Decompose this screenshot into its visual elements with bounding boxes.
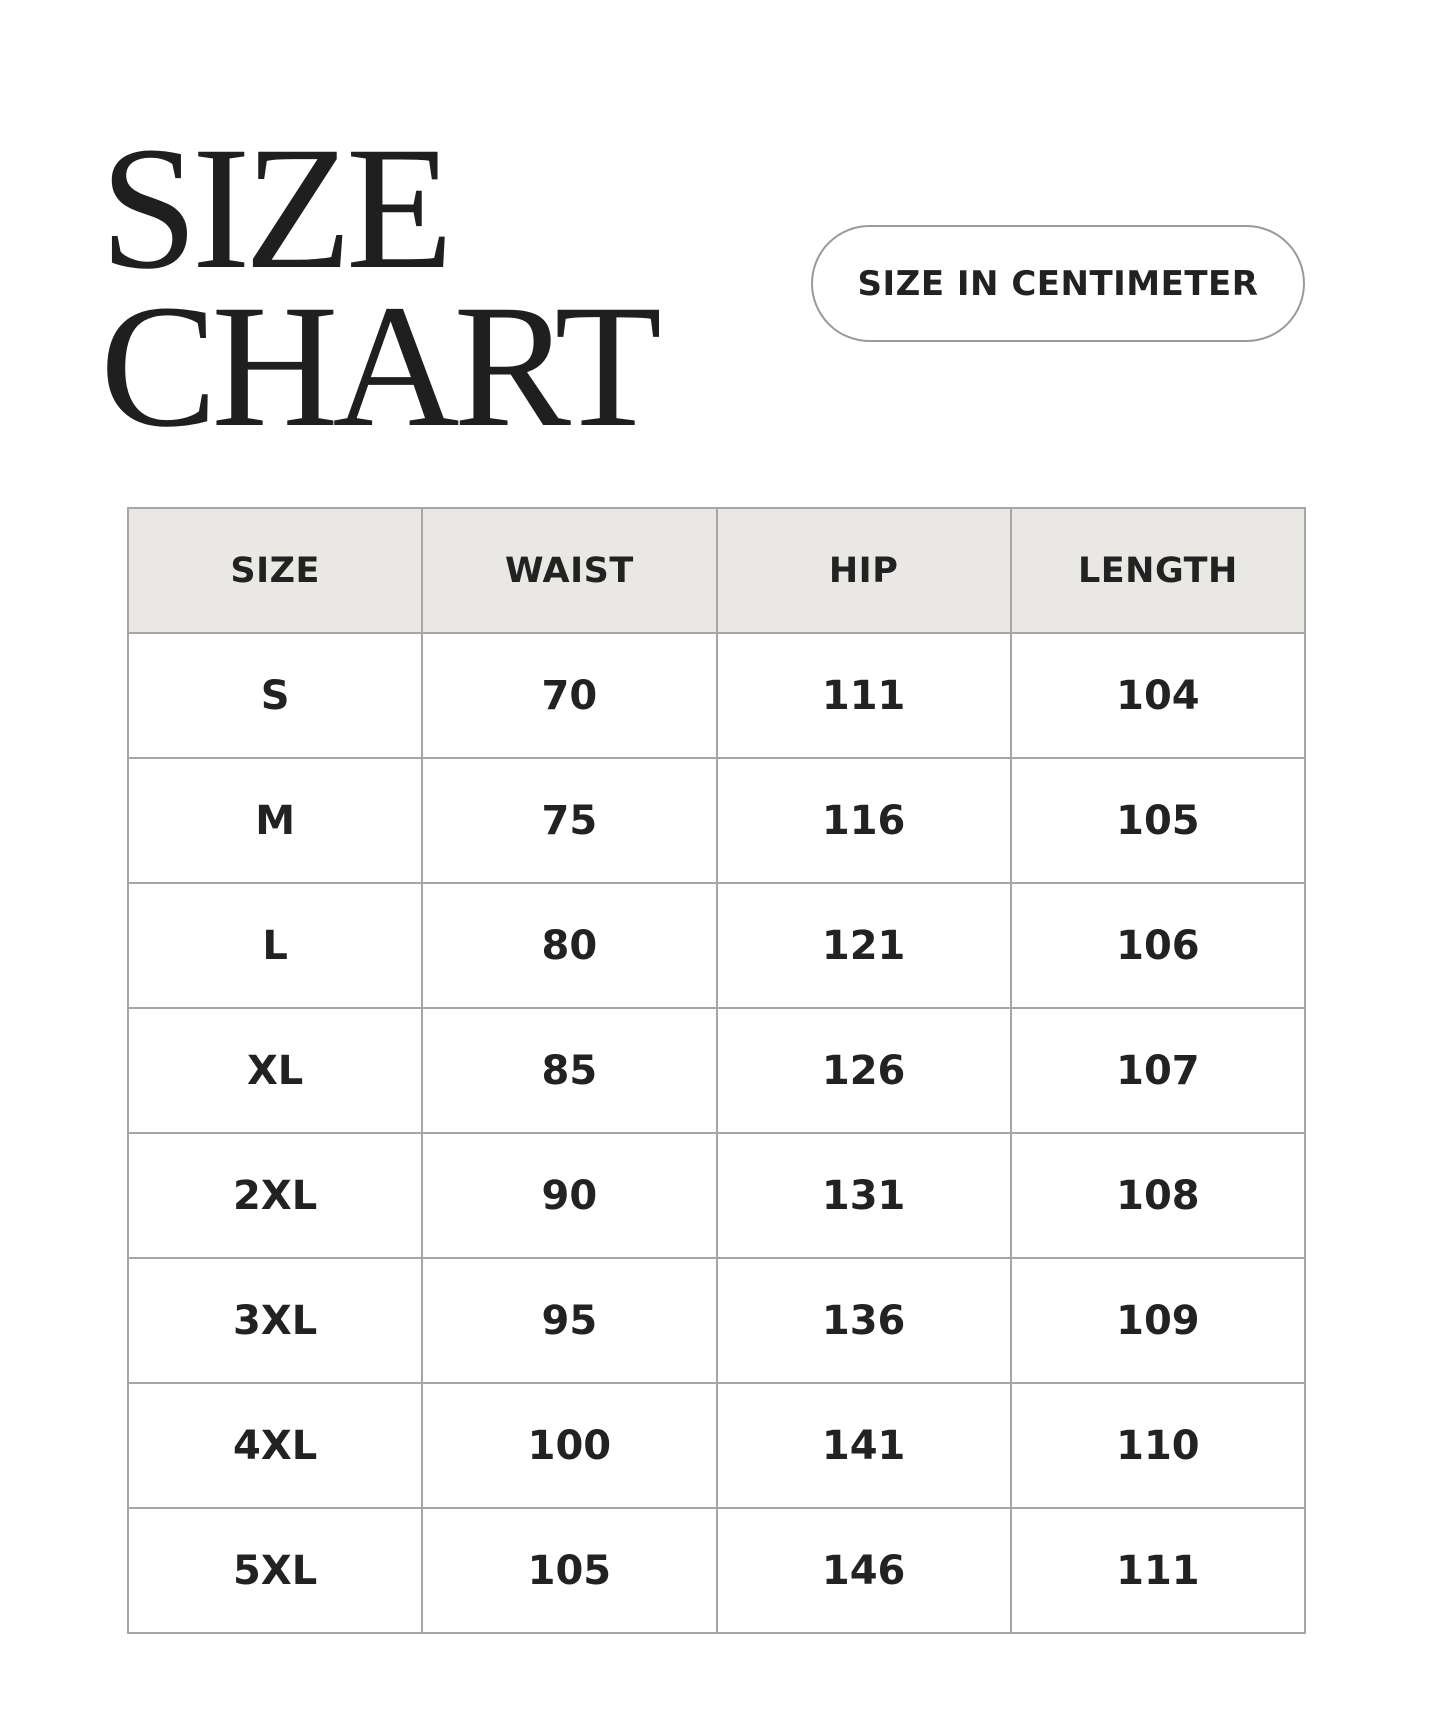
cell-hip: 131 [717,1133,1011,1258]
table-row [128,1383,1305,1508]
unit-badge: SIZE IN CENTIMETER [811,225,1305,342]
cell-length: 107 [1011,1008,1305,1133]
cell-size: 5XL [128,1508,422,1633]
cell-waist: 100 [422,1383,716,1508]
cell-hip: 121 [717,883,1011,1008]
title-line-2: CHART [100,269,656,464]
table-row [128,1508,1305,1633]
cell-hip: 141 [717,1383,1011,1508]
table-row [128,1258,1305,1383]
cell-waist: 70 [422,633,716,758]
cell-waist: 105 [422,1508,716,1633]
cell-size: 2XL [128,1133,422,1258]
header-hip: HIP [717,508,1011,633]
cell-waist: 95 [422,1258,716,1383]
cell-size: 3XL [128,1258,422,1383]
cell-hip: 126 [717,1008,1011,1133]
page-title [100,111,656,464]
cell-hip: 111 [717,633,1011,758]
cell-size: S [128,633,422,758]
cell-size: L [128,883,422,1008]
cell-hip: 136 [717,1258,1011,1383]
cell-length: 104 [1011,633,1305,758]
cell-size: 4XL [128,1383,422,1508]
table-row [128,883,1305,1008]
cell-length: 105 [1011,758,1305,883]
header-size: SIZE [128,508,422,633]
title-line-1: SIZE [100,111,448,306]
cell-hip: 116 [717,758,1011,883]
cell-length: 110 [1011,1383,1305,1508]
cell-hip: 146 [717,1508,1011,1633]
cell-waist: 90 [422,1133,716,1258]
cell-length: 106 [1011,883,1305,1008]
table-header-row [128,508,1305,633]
header-waist: WAIST [422,508,716,633]
cell-waist: 85 [422,1008,716,1133]
cell-waist: 80 [422,883,716,1008]
size-table [127,507,1306,1634]
table-row [128,1008,1305,1133]
table-row [128,633,1305,758]
header-length: LENGTH [1011,508,1305,633]
cell-size: XL [128,1008,422,1133]
cell-length: 108 [1011,1133,1305,1258]
cell-size: M [128,758,422,883]
cell-length: 111 [1011,1508,1305,1633]
cell-length: 109 [1011,1258,1305,1383]
cell-waist: 75 [422,758,716,883]
table-row [128,1133,1305,1258]
table-row [128,758,1305,883]
